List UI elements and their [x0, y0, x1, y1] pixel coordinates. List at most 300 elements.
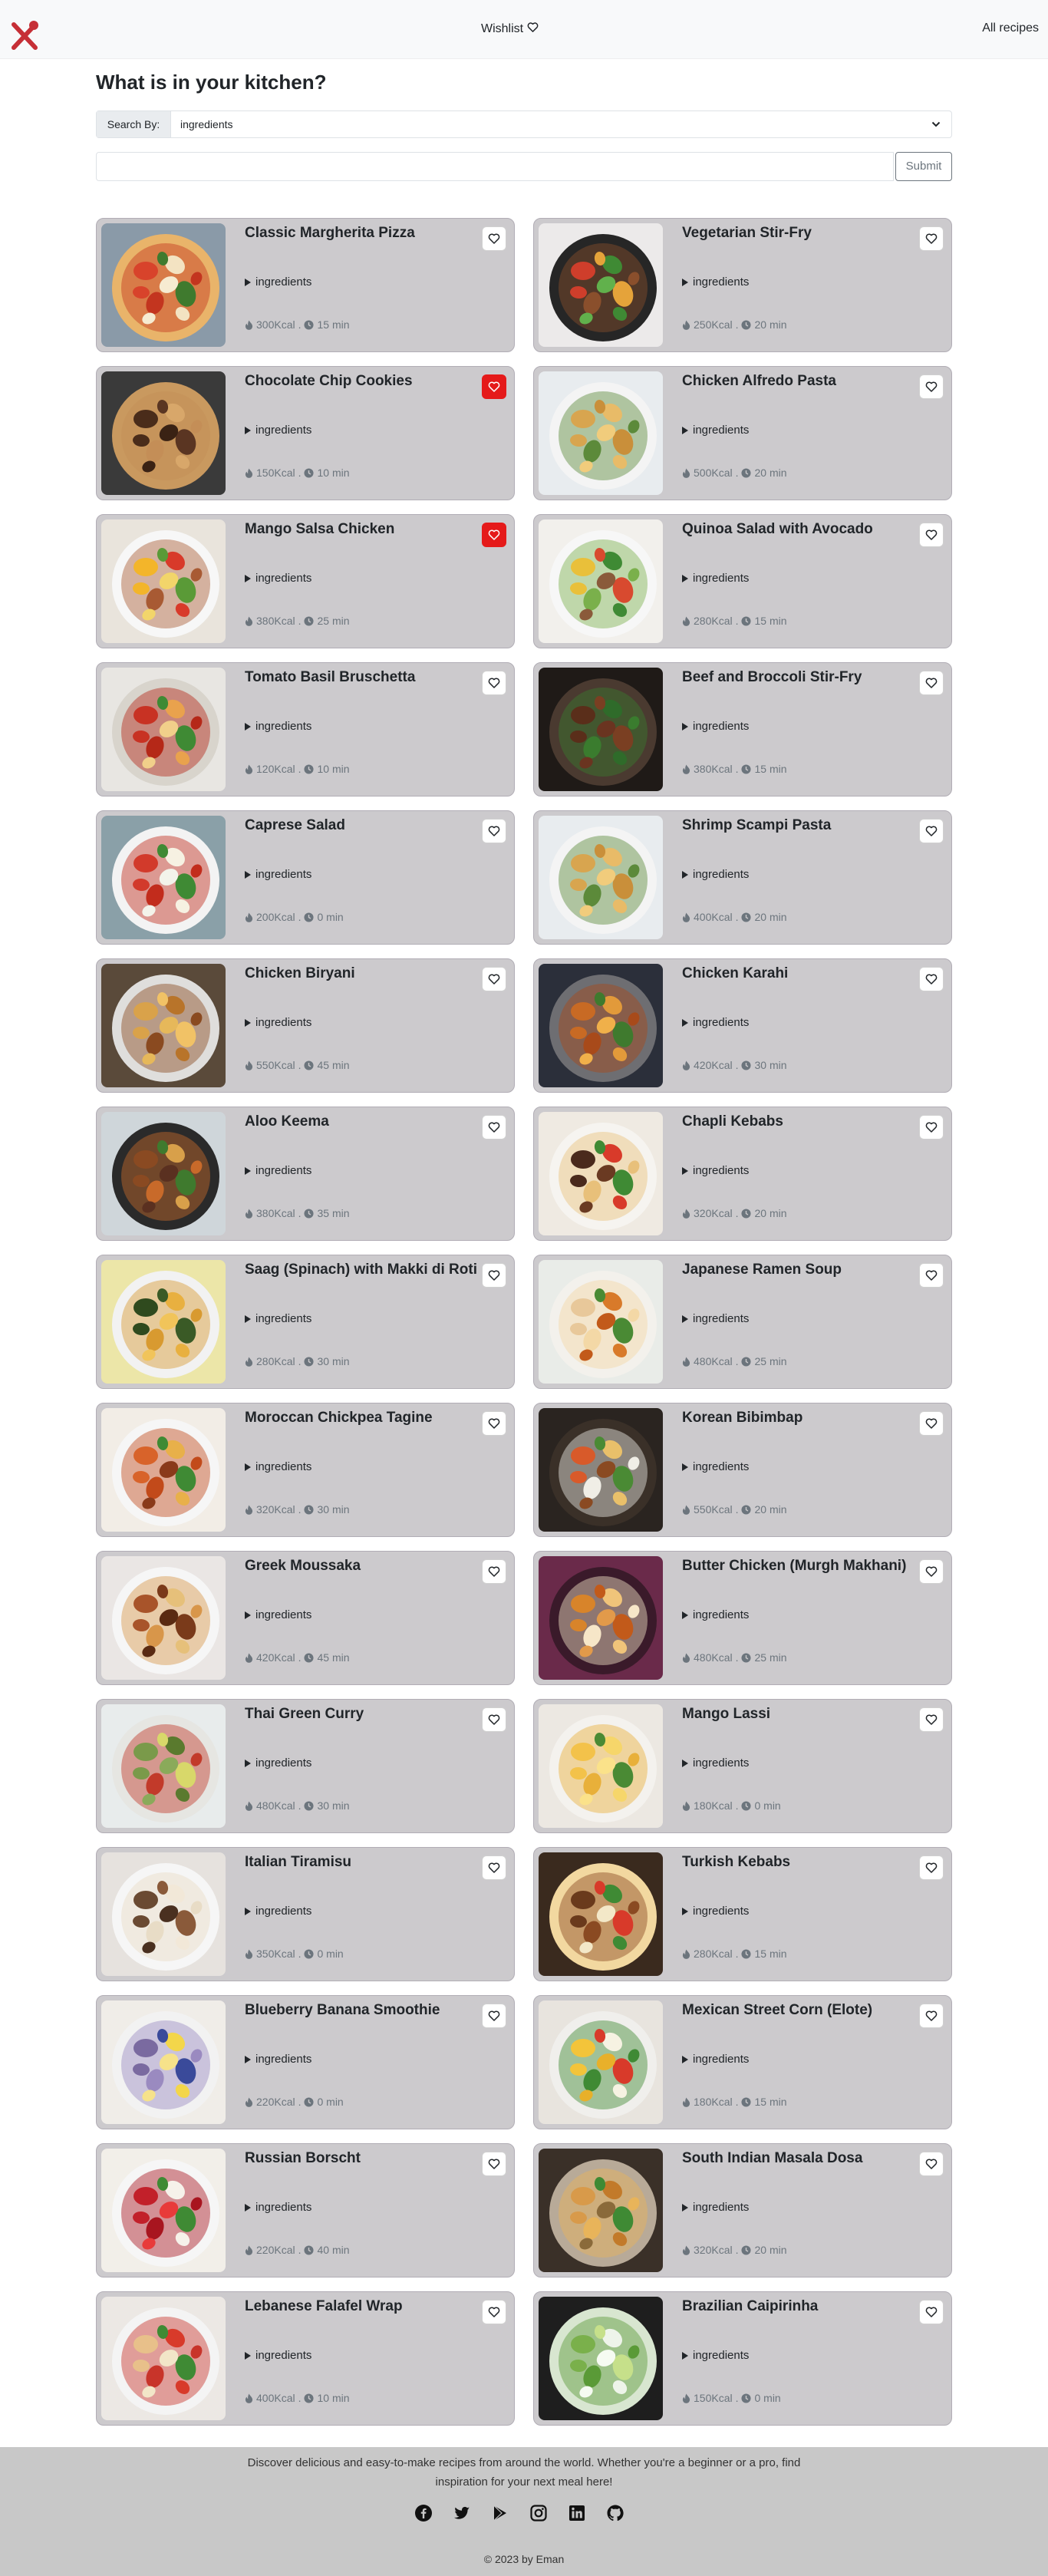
navbar	[0, 0, 1048, 59]
recipe-meta	[682, 615, 787, 627]
wishlist-toggle-button[interactable]	[482, 1263, 506, 1288]
search-input[interactable]	[96, 152, 894, 181]
fire-icon	[245, 2393, 253, 2403]
utensils-cross-icon[interactable]	[8, 18, 41, 52]
ingredients-toggle[interactable]	[682, 868, 749, 881]
recipe-title: Chapli Kebabs	[682, 1113, 783, 1130]
heart-icon	[488, 2158, 500, 2170]
recipe-meta	[245, 467, 350, 479]
ingredients-toggle[interactable]	[245, 1905, 311, 1918]
wishlist-toggle-button[interactable]	[919, 1411, 944, 1436]
wishlist-toggle-button[interactable]	[482, 1559, 506, 1584]
search-by-value: ingredients	[180, 118, 233, 130]
wishlist-toggle-button[interactable]	[482, 374, 506, 399]
recipe-meta	[245, 1207, 350, 1219]
clock-icon	[741, 1801, 751, 1811]
recipe-meta	[682, 1503, 787, 1516]
recipe-card	[96, 1551, 515, 1685]
caret-right-icon	[245, 1463, 251, 1471]
ingredients-label: ingredients	[693, 424, 750, 437]
caret-right-icon	[245, 723, 251, 731]
fire-icon	[245, 764, 253, 774]
ingredients-toggle[interactable]	[245, 1756, 311, 1770]
ingredients-label: ingredients	[255, 572, 312, 585]
calories: 480Kcal	[256, 1799, 295, 1812]
ingredients-label: ingredients	[693, 1756, 750, 1770]
recipe-image	[539, 2297, 663, 2420]
fire-icon	[682, 1209, 690, 1219]
heart-icon	[925, 825, 938, 837]
social-links	[414, 2504, 625, 2522]
wishlist-toggle-button[interactable]	[482, 967, 506, 991]
heart-icon	[488, 529, 500, 541]
recipe-card	[533, 810, 952, 945]
wishlist-toggle-button[interactable]	[482, 1115, 506, 1140]
calories: 380Kcal	[694, 763, 733, 775]
fire-icon	[682, 1949, 690, 1959]
recipe-title: Classic Margherita Pizza	[245, 225, 415, 241]
recipe-card	[96, 1995, 515, 2129]
instagram-icon[interactable]	[529, 2504, 548, 2522]
wishlist-toggle-button[interactable]	[919, 819, 944, 843]
recipe-card	[96, 2291, 515, 2426]
ingredients-toggle[interactable]	[245, 1016, 311, 1029]
ingredients-toggle[interactable]	[245, 572, 311, 585]
heart-icon	[488, 825, 500, 837]
heart-icon	[488, 1121, 500, 1133]
meta-separator: .	[298, 615, 302, 627]
cook-time: 0 min	[317, 911, 344, 923]
recipe-image	[539, 1260, 663, 1384]
recipe-meta	[245, 1799, 350, 1812]
wishlist-toggle-button[interactable]	[919, 1855, 944, 1880]
recipe-meta	[245, 1059, 350, 1071]
wishlist-toggle-button[interactable]	[919, 1707, 944, 1732]
recipe-title: Italian Tiramisu	[245, 1854, 352, 1870]
recipe-title: Mango Salsa Chicken	[245, 521, 395, 537]
cook-time: 30 min	[317, 1799, 350, 1812]
meta-separator: .	[298, 1651, 302, 1664]
clock-icon	[304, 1505, 314, 1515]
cook-time: 10 min	[317, 467, 350, 479]
wishlist-toggle-button[interactable]	[482, 226, 506, 251]
ingredients-toggle[interactable]	[245, 1608, 311, 1621]
calories: 300Kcal	[256, 318, 295, 331]
recipe-meta	[682, 1948, 787, 1960]
recipe-title: Aloo Keema	[245, 1113, 329, 1130]
calories: 250Kcal	[694, 318, 733, 331]
recipe-image	[539, 2149, 663, 2272]
fire-icon	[682, 1653, 690, 1663]
meta-separator: .	[298, 1207, 302, 1219]
ingredients-toggle[interactable]	[682, 2349, 749, 2362]
meta-separator: .	[735, 467, 739, 479]
recipe-image	[539, 223, 663, 347]
clock-icon	[304, 1060, 314, 1070]
calories: 180Kcal	[694, 2096, 733, 2108]
ingredients-toggle[interactable]	[682, 1608, 749, 1621]
wishlist-toggle-button[interactable]	[919, 671, 944, 695]
meta-separator: .	[735, 763, 739, 775]
cook-time: 40 min	[317, 2244, 350, 2256]
ingredients-toggle[interactable]	[245, 2053, 311, 2066]
caret-right-icon	[245, 427, 251, 434]
recipe-meta	[682, 911, 787, 923]
fire-icon	[682, 2097, 690, 2107]
recipe-card	[533, 366, 952, 500]
recipe-image	[539, 964, 663, 1087]
cook-time: 45 min	[317, 1059, 350, 1071]
meta-separator: .	[298, 1059, 302, 1071]
recipe-image	[101, 2297, 226, 2420]
ingredients-toggle[interactable]	[682, 572, 749, 585]
recipe-card	[533, 1107, 952, 1241]
wishlist-toggle-button[interactable]	[919, 1559, 944, 1584]
heart-icon	[925, 1269, 938, 1281]
cook-time: 30 min	[317, 1503, 350, 1516]
cook-time: 15 min	[754, 2096, 787, 2108]
recipe-image	[101, 519, 226, 643]
cook-time: 15 min	[754, 763, 787, 775]
fire-icon	[682, 1505, 690, 1515]
footer	[0, 2447, 1048, 2576]
ingredients-toggle[interactable]	[682, 1905, 749, 1918]
ingredients-label: ingredients	[255, 2349, 312, 2362]
fire-icon	[682, 616, 690, 626]
cook-time: 35 min	[317, 1207, 350, 1219]
fire-icon	[245, 1949, 253, 1959]
caret-right-icon	[245, 871, 251, 879]
recipe-image	[539, 1408, 663, 1532]
caret-right-icon	[682, 1760, 688, 1767]
ingredients-label: ingredients	[255, 2053, 312, 2066]
wishlist-toggle-button[interactable]	[482, 1411, 506, 1436]
wishlist-link[interactable]	[481, 21, 539, 37]
ingredients-toggle[interactable]	[682, 2201, 749, 2214]
ingredients-toggle[interactable]	[682, 275, 749, 289]
wishlist-toggle-button[interactable]	[482, 2004, 506, 2028]
heart-icon	[925, 1713, 938, 1726]
recipe-image	[101, 668, 226, 791]
recipe-image	[539, 1704, 663, 1828]
ingredients-label: ingredients	[693, 1164, 750, 1177]
clock-icon	[741, 1949, 751, 1959]
recipe-image	[539, 1852, 663, 1976]
cook-time: 20 min	[754, 467, 787, 479]
heart-icon	[488, 973, 500, 985]
recipe-card	[533, 1995, 952, 2129]
recipe-card	[533, 1699, 952, 1833]
recipe-image	[101, 1260, 226, 1384]
clock-icon	[741, 616, 751, 626]
heart-icon	[925, 1417, 938, 1430]
wishlist-toggle-button[interactable]	[919, 523, 944, 547]
recipe-card	[533, 2291, 952, 2426]
clock-icon	[304, 1949, 314, 1959]
ingredients-label: ingredients	[693, 1016, 750, 1029]
cook-time: 45 min	[317, 1651, 350, 1664]
wishlist-toggle-button[interactable]	[919, 2004, 944, 2028]
meta-separator: .	[735, 318, 739, 331]
search-text-row	[96, 152, 952, 181]
recipe-meta	[682, 1059, 787, 1071]
ingredients-label: ingredients	[693, 2053, 750, 2066]
cook-time: 20 min	[754, 2244, 787, 2256]
fire-icon	[245, 320, 253, 330]
calories: 400Kcal	[256, 2392, 295, 2404]
recipe-title: Thai Green Curry	[245, 1706, 364, 1722]
submit-button[interactable]: Submit	[895, 152, 952, 181]
calories: 420Kcal	[256, 1651, 295, 1664]
meta-separator: .	[298, 2096, 302, 2108]
heart-icon	[488, 1862, 500, 1874]
heart-icon	[488, 677, 500, 689]
heart-icon	[527, 21, 539, 37]
meta-separator: .	[298, 1503, 302, 1516]
recipe-title: Greek Moussaka	[245, 1558, 361, 1574]
ingredients-label: ingredients	[693, 868, 750, 881]
cook-time: 25 min	[754, 1651, 787, 1664]
wishlist-toggle-button[interactable]	[919, 1115, 944, 1140]
ingredients-toggle[interactable]	[245, 275, 311, 289]
wishlist-toggle-button[interactable]	[482, 2300, 506, 2324]
clock-icon	[304, 764, 314, 774]
caret-right-icon	[682, 723, 688, 731]
wishlist-toggle-button[interactable]	[482, 1855, 506, 1880]
ingredients-label: ingredients	[693, 2201, 750, 2214]
ingredients-toggle[interactable]	[682, 1312, 749, 1325]
recipe-meta	[682, 2096, 787, 2108]
google-play-icon[interactable]	[491, 2504, 509, 2522]
fire-icon	[682, 1060, 690, 1070]
recipe-image	[539, 2000, 663, 2124]
fire-icon	[682, 2393, 690, 2403]
heart-icon	[925, 2158, 938, 2170]
cook-time: 20 min	[754, 1207, 787, 1219]
clock-icon	[741, 1505, 751, 1515]
clock-icon	[304, 320, 314, 330]
heart-icon	[488, 1269, 500, 1281]
clock-icon	[304, 2097, 314, 2107]
recipe-title: Blueberry Banana Smoothie	[245, 2002, 440, 2018]
caret-right-icon	[682, 871, 688, 879]
meta-separator: .	[735, 1948, 739, 1960]
calories: 280Kcal	[256, 1355, 295, 1367]
heart-icon	[925, 973, 938, 985]
recipe-card	[96, 1847, 515, 1981]
cook-time: 25 min	[754, 1355, 787, 1367]
clock-icon	[741, 1357, 751, 1367]
fire-icon	[682, 764, 690, 774]
calories: 320Kcal	[694, 1207, 733, 1219]
meta-separator: .	[298, 911, 302, 923]
meta-separator: .	[298, 2392, 302, 2404]
recipe-meta	[682, 1355, 787, 1367]
meta-separator: .	[735, 1059, 739, 1071]
heart-icon	[925, 677, 938, 689]
recipe-image	[101, 223, 226, 347]
ingredients-label: ingredients	[693, 275, 750, 289]
ingredients-toggle[interactable]	[245, 868, 311, 881]
copyright: © 2023 by Eman	[483, 2553, 565, 2565]
ingredients-toggle[interactable]	[245, 1164, 311, 1177]
cook-time: 15 min	[754, 615, 787, 627]
ingredients-toggle[interactable]	[245, 2349, 311, 2362]
recipe-title: Moroccan Chickpea Tagine	[245, 1410, 433, 1426]
fire-icon	[245, 1653, 253, 1663]
fire-icon	[245, 616, 253, 626]
clock-icon	[304, 2245, 314, 2255]
recipe-card	[96, 218, 515, 352]
ingredients-label: ingredients	[693, 2349, 750, 2362]
recipe-card	[533, 1403, 952, 1537]
recipe-title: Beef and Broccoli Stir-Fry	[682, 669, 862, 685]
ingredients-label: ingredients	[255, 1460, 312, 1473]
fire-icon	[682, 468, 690, 478]
calories: 320Kcal	[694, 2244, 733, 2256]
recipe-card	[533, 514, 952, 648]
meta-separator: .	[735, 1355, 739, 1367]
calories: 150Kcal	[694, 2392, 733, 2404]
recipe-card	[533, 2143, 952, 2278]
recipe-title: Korean Bibimbap	[682, 1410, 803, 1426]
wishlist-toggle-button[interactable]	[482, 2152, 506, 2176]
caret-right-icon	[682, 2204, 688, 2212]
page-title: What is in your kitchen?	[96, 71, 327, 94]
clock-icon	[304, 1801, 314, 1811]
clock-icon	[304, 616, 314, 626]
caret-right-icon	[682, 2352, 688, 2360]
fire-icon	[682, 912, 690, 922]
caret-right-icon	[682, 1315, 688, 1323]
clock-icon	[741, 764, 751, 774]
search-by-select[interactable]	[171, 111, 951, 137]
recipe-image	[539, 1556, 663, 1680]
recipe-card	[533, 1255, 952, 1389]
recipe-title: Chicken Alfredo Pasta	[682, 373, 836, 389]
ingredients-label: ingredients	[693, 1460, 750, 1473]
cook-time: 30 min	[317, 1355, 350, 1367]
caret-right-icon	[245, 1908, 251, 1915]
recipe-title: Chocolate Chip Cookies	[245, 373, 413, 389]
caret-right-icon	[245, 1019, 251, 1027]
cook-time: 0 min	[317, 1948, 344, 1960]
wishlist-toggle-button[interactable]	[482, 523, 506, 547]
ingredients-toggle[interactable]	[245, 720, 311, 733]
caret-right-icon	[245, 2352, 251, 2360]
fire-icon	[245, 468, 253, 478]
calories: 200Kcal	[256, 911, 295, 923]
ingredients-toggle[interactable]	[245, 2201, 311, 2214]
calories: 220Kcal	[256, 2244, 295, 2256]
clock-icon	[741, 320, 751, 330]
recipe-card	[96, 366, 515, 500]
ingredients-toggle[interactable]	[245, 424, 311, 437]
meta-separator: .	[735, 2392, 739, 2404]
caret-right-icon	[682, 1167, 688, 1175]
recipe-title: Quinoa Salad with Avocado	[682, 521, 873, 537]
recipe-title: Japanese Ramen Soup	[682, 1262, 842, 1278]
fire-icon	[245, 2245, 253, 2255]
clock-icon	[304, 1209, 314, 1219]
wishlist-toggle-button[interactable]	[919, 226, 944, 251]
recipe-card	[533, 662, 952, 797]
recipe-meta	[245, 1651, 350, 1664]
facebook-icon[interactable]	[414, 2504, 433, 2522]
ingredients-toggle[interactable]	[682, 2053, 749, 2066]
recipe-card	[96, 514, 515, 648]
wishlist-toggle-button[interactable]	[919, 2152, 944, 2176]
recipe-meta	[682, 2244, 787, 2256]
ingredients-toggle[interactable]	[682, 1016, 749, 1029]
fire-icon	[245, 2097, 253, 2107]
recipe-title: South Indian Masala Dosa	[682, 2150, 863, 2166]
ingredients-toggle[interactable]	[682, 1164, 749, 1177]
cook-time: 20 min	[754, 911, 787, 923]
wishlist-toggle-button[interactable]	[919, 1263, 944, 1288]
cook-time: 0 min	[754, 2392, 781, 2404]
all-recipes-link[interactable]: All recipes	[982, 21, 1039, 35]
recipe-card	[96, 1107, 515, 1241]
ingredients-label: ingredients	[693, 1905, 750, 1918]
twitter-icon[interactable]	[453, 2504, 471, 2522]
recipe-title: Tomato Basil Bruschetta	[245, 669, 416, 685]
wishlist-toggle-button[interactable]	[919, 967, 944, 991]
clock-icon	[304, 468, 314, 478]
wishlist-toggle-button[interactable]	[482, 819, 506, 843]
recipe-image	[101, 1112, 226, 1235]
ingredients-toggle[interactable]	[245, 1312, 311, 1325]
caret-right-icon	[682, 427, 688, 434]
ingredients-toggle[interactable]	[245, 1460, 311, 1473]
ingredients-label: ingredients	[255, 720, 312, 733]
recipe-meta	[682, 1799, 781, 1812]
clock-icon	[304, 1653, 314, 1663]
ingredients-toggle[interactable]	[682, 1460, 749, 1473]
heart-icon	[925, 1565, 938, 1578]
github-icon[interactable]	[606, 2504, 625, 2522]
cook-time: 25 min	[317, 615, 350, 627]
ingredients-toggle[interactable]	[682, 1756, 749, 1770]
recipe-image	[101, 371, 226, 495]
caret-right-icon	[682, 2056, 688, 2063]
wishlist-toggle-button[interactable]	[919, 374, 944, 399]
ingredients-toggle[interactable]	[682, 720, 749, 733]
calories: 280Kcal	[694, 1948, 733, 1960]
wishlist-toggle-button[interactable]	[482, 671, 506, 695]
ingredients-toggle[interactable]	[682, 424, 749, 437]
heart-icon	[925, 381, 938, 393]
caret-right-icon	[682, 1611, 688, 1619]
calories: 220Kcal	[256, 2096, 295, 2108]
calories: 400Kcal	[694, 911, 733, 923]
meta-separator: .	[735, 1207, 739, 1219]
recipe-image	[101, 2149, 226, 2272]
meta-separator: .	[298, 1799, 302, 1812]
wishlist-toggle-button[interactable]	[919, 2300, 944, 2324]
recipe-card	[96, 1255, 515, 1389]
ingredients-label: ingredients	[693, 720, 750, 733]
wishlist-toggle-button[interactable]	[482, 1707, 506, 1732]
meta-separator: .	[298, 318, 302, 331]
ingredients-label: ingredients	[693, 1608, 750, 1621]
linkedin-icon[interactable]	[568, 2504, 586, 2522]
cook-time: 15 min	[317, 318, 350, 331]
fire-icon	[245, 1209, 253, 1219]
clock-icon	[741, 2245, 751, 2255]
ingredients-label: ingredients	[255, 1016, 312, 1029]
ingredients-label: ingredients	[693, 572, 750, 585]
